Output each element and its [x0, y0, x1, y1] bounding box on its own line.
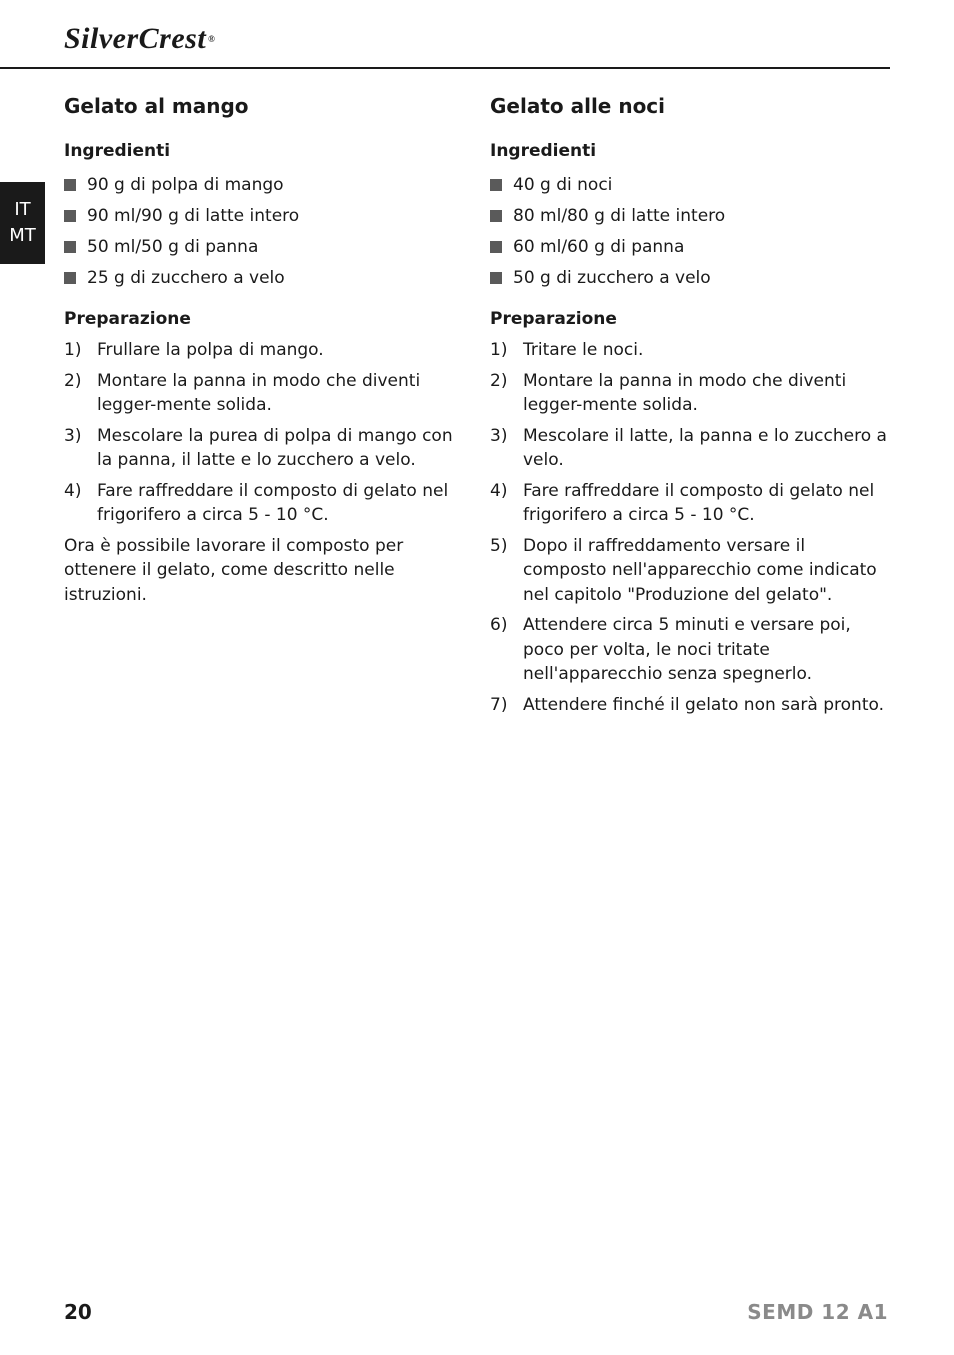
- step-item: 5) Dopo il raffreddamento versare il composto nell'apparecchio come indicato nel capitolo "Produzione del gelato".: [490, 535, 877, 605]
- step-item: 1) Frullare la polpa di mango.: [64, 340, 324, 360]
- bullet-square-icon: [64, 272, 76, 284]
- step-item: 2) Montare la panna in modo che diventi legger-mente solida.: [64, 370, 421, 415]
- ingredients-heading: Ingredienti: [64, 141, 171, 161]
- bullet-square-icon: [490, 241, 502, 253]
- language-tab: [0, 182, 45, 264]
- bullet-square-icon: [64, 210, 76, 222]
- language-code-it: IT: [14, 199, 31, 220]
- preparation-heading: Preparazione: [64, 309, 191, 329]
- recipe-nuts: [490, 92, 890, 723]
- bullet-square-icon: [490, 179, 502, 191]
- step-item: 6) Attendere circa 5 minuti e versare poi, poco per volta, le noci tritate nell'apparecchio senza spegnerlo.: [490, 615, 851, 684]
- model-number: SEMD 12 A1: [747, 1300, 888, 1324]
- page-number: 20: [64, 1300, 92, 1324]
- ingredients-list: [490, 170, 890, 294]
- bullet-square-icon: [64, 241, 76, 253]
- bullet-square-icon: [64, 179, 76, 191]
- ingredients-list: [64, 170, 464, 294]
- header-divider: [0, 67, 890, 69]
- step-item: 3) Mescolare il latte, la panna e lo zucchero a velo.: [490, 425, 887, 470]
- ingredient-item: 90 ml/90 g di latte intero: [64, 201, 464, 232]
- ingredient-item: 25 g di zucchero a velo: [64, 263, 464, 294]
- recipe-title: Gelato al mango: [64, 94, 249, 118]
- recipe-title: Gelato alle noci: [490, 94, 666, 118]
- recipe-mango: [64, 92, 464, 607]
- step-item: 2) Montare la panna in modo che diventi legger-mente solida.: [490, 370, 847, 415]
- brand-logo: SilverCrest ®: [64, 22, 216, 55]
- preparation-heading: Preparazione: [490, 309, 617, 329]
- preparation-steps: [490, 338, 890, 717]
- closing-note: Ora è possibile lavorare il composto per ottenere il gelato, come descritto nelle istruzioni.: [64, 535, 404, 605]
- step-item: 4) Fare raffreddare il composto di gelato nel frigorifero a circa 5 - 10 °C.: [64, 480, 449, 525]
- step-item: 3) Mescolare la purea di polpa di mango con la panna, il latte e lo zucchero a velo.: [64, 425, 453, 470]
- language-code-mt: MT: [9, 225, 36, 246]
- ingredient-item: 80 ml/80 g di latte intero: [490, 201, 890, 232]
- bullet-square-icon: [490, 272, 502, 284]
- ingredient-item: 50 ml/50 g di panna: [64, 232, 464, 263]
- ingredient-item: 60 ml/60 g di panna: [490, 232, 890, 263]
- step-item: 4) Fare raffreddare il composto di gelato nel frigorifero a circa 5 - 10 °C.: [490, 480, 875, 525]
- bullet-square-icon: [490, 210, 502, 222]
- step-item: 7) Attendere finché il gelato non sarà pronto.: [490, 694, 884, 715]
- ingredient-item: 40 g di noci: [490, 170, 890, 201]
- step-item: 1) Tritare le noci.: [490, 340, 644, 360]
- ingredients-heading: Ingredienti: [490, 141, 597, 161]
- ingredient-item: 50 g di zucchero a velo: [490, 263, 890, 294]
- ingredient-item: 90 g di polpa di mango: [64, 170, 464, 201]
- preparation-steps: [64, 338, 464, 528]
